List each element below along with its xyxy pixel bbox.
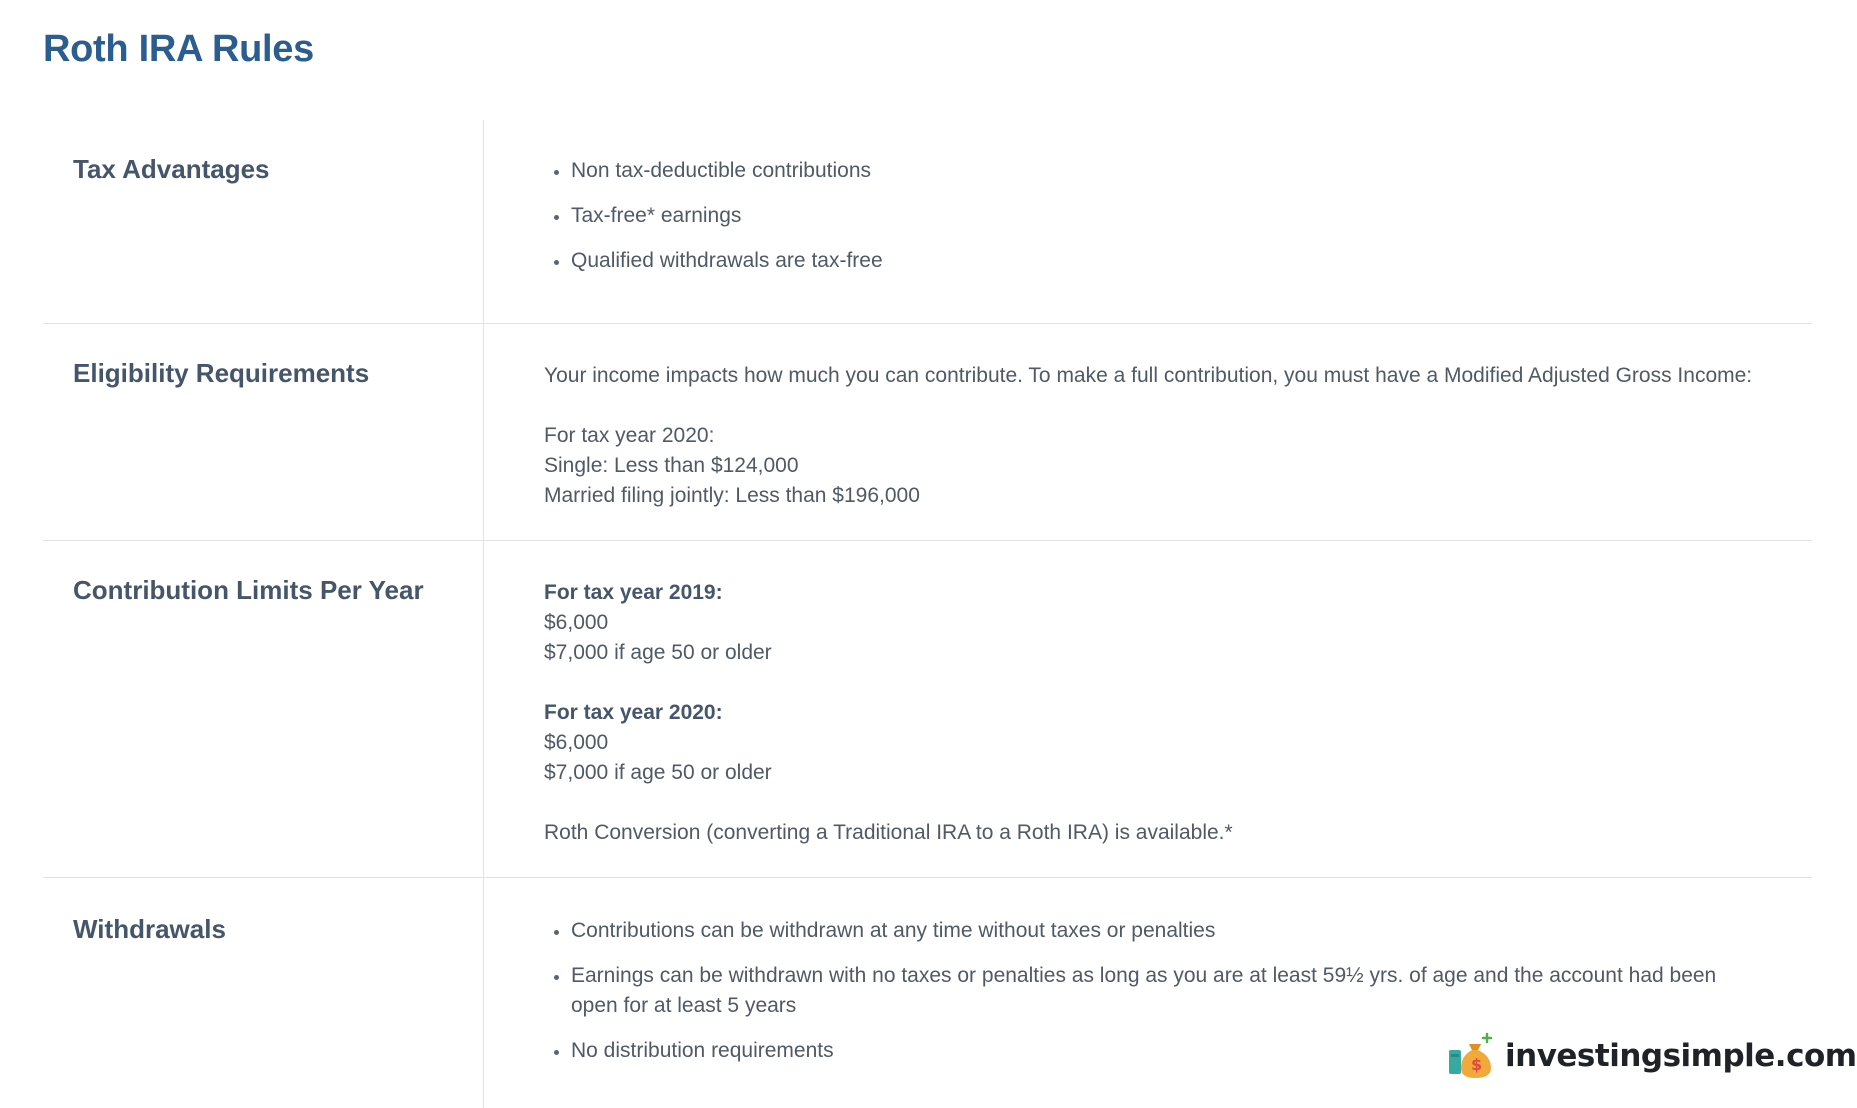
list-item: Tax-free* earnings	[544, 201, 1812, 231]
row-content-eligibility	[484, 324, 1812, 540]
eligibility-married: Married filing jointly: Less than $196,000	[544, 484, 920, 507]
contribution-2019-heading: For tax year 2019:	[544, 581, 723, 604]
contribution-2019-catch-up: $7,000 if age 50 or older	[544, 641, 772, 664]
row-label-withdrawals: Withdrawals	[43, 878, 484, 1108]
list-item: No distribution requirements	[544, 1036, 1812, 1066]
svg-text:$: $	[1471, 1055, 1483, 1074]
row-content-tax-advantages	[484, 120, 1812, 323]
eligibility-single: Single: Less than $124,000	[544, 454, 799, 477]
list-item: Earnings can be withdrawn with no taxes or penalties as long as you are at least 59½ yrs. of age and the account had been open for at least 5 years	[544, 961, 1812, 1021]
logo-text: investingsimple.com	[1505, 1038, 1857, 1074]
bullet-list	[544, 156, 1812, 276]
row-label-tax-advantages: Tax Advantages	[43, 120, 484, 323]
rule-row-contribution-limits	[43, 541, 1812, 878]
contribution-2020-heading: For tax year 2020:	[544, 701, 723, 724]
investingsimple-logo	[1447, 1030, 1857, 1082]
row-label-eligibility: Eligibility Requirements	[43, 324, 484, 540]
eligibility-year: For tax year 2020:	[544, 424, 715, 447]
rules-table	[43, 120, 1812, 1108]
contribution-2020-catch-up: $7,000 if age 50 or older	[544, 761, 772, 784]
list-item: Qualified withdrawals are tax-free	[544, 246, 1812, 276]
row-label-contribution-limits: Contribution Limits Per Year	[43, 541, 484, 877]
rule-row-eligibility	[43, 324, 1812, 541]
contribution-2019-amount: $6,000	[544, 611, 609, 634]
page-title: Roth IRA Rules	[43, 28, 314, 70]
row-content-contribution-limits	[484, 541, 1812, 877]
contribution-2020-amount: $6,000	[544, 731, 609, 754]
money-bag-icon	[1447, 1030, 1499, 1082]
roth-conversion-note: Roth Conversion (converting a Traditional IRA to a Roth IRA) is available.*	[544, 821, 1233, 844]
rule-row-tax-advantages	[43, 120, 1812, 324]
list-item: Contributions can be withdrawn at any time without taxes or penalties	[544, 916, 1812, 946]
list-item: Non tax-deductible contributions	[544, 156, 1812, 186]
eligibility-intro: Your income impacts how much you can contribute. To make a full contribution, you must have a Modified Adjusted Gross Income:	[544, 364, 1753, 387]
